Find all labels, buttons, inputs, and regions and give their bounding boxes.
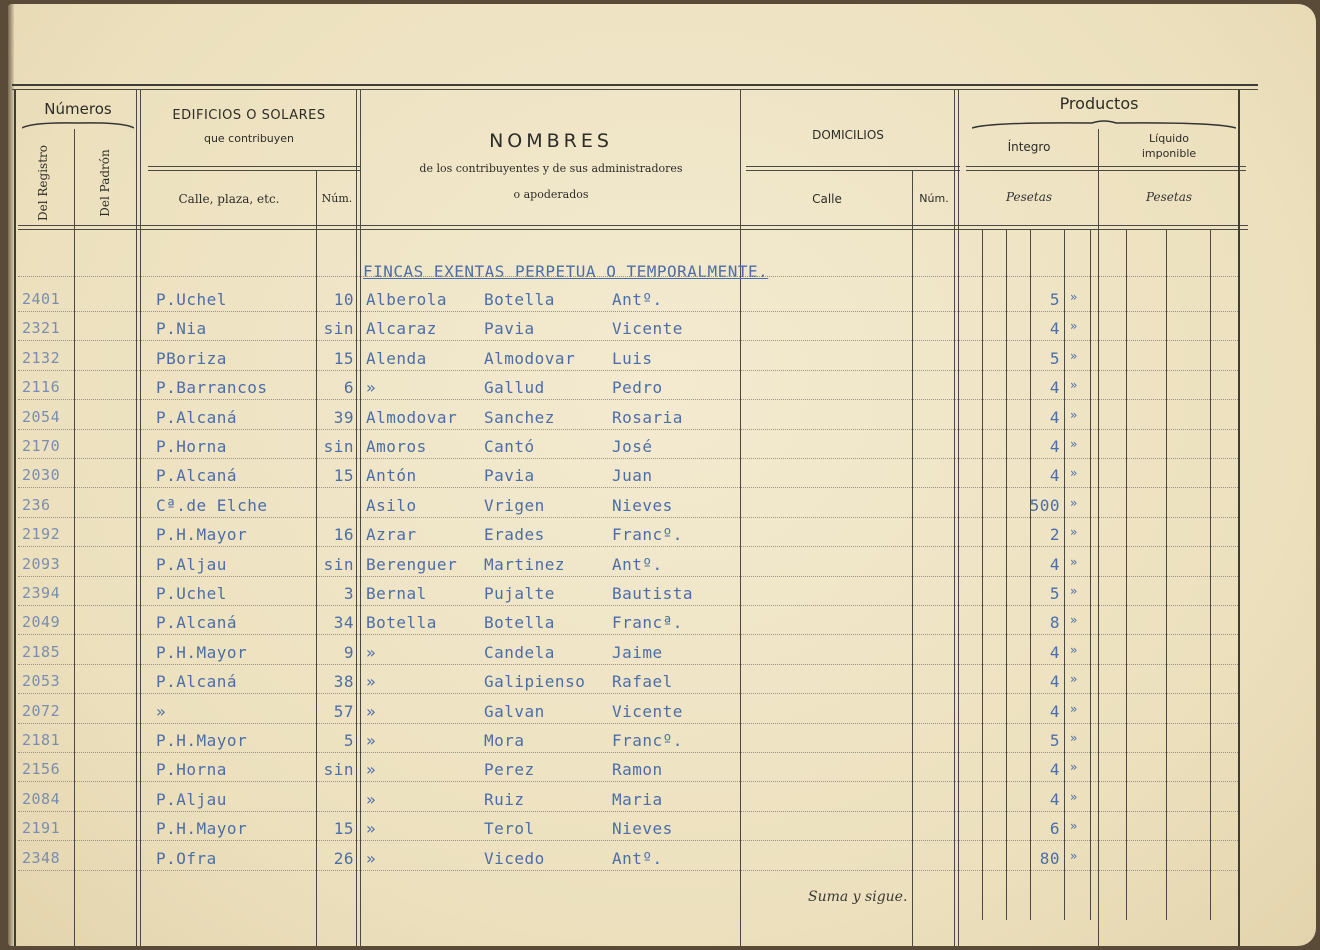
registro-number: 2030 [22, 466, 61, 484]
nombre-cell: Vicente [612, 319, 683, 338]
registro-number: 2084 [22, 790, 61, 808]
integro-ditto: » [1070, 613, 1078, 627]
row-guide [18, 370, 1238, 371]
calle-cell: » [156, 702, 167, 721]
col-rule-integro [1098, 129, 1099, 946]
col-rule-int-b [1006, 230, 1007, 920]
integro-amount: 5 [1049, 349, 1060, 368]
col-rule-calle [316, 170, 317, 946]
nombre-cell: Nieves [612, 496, 673, 515]
calle-cell: PBoriza [156, 349, 227, 368]
liquido-header-2: imponible [1141, 147, 1197, 160]
nombre-cell: Maria [612, 790, 663, 809]
apellido2-cell: Pujalte [484, 584, 555, 603]
dom-calle-header: Calle [812, 192, 842, 206]
calle-cell: P.Ofra [156, 849, 217, 868]
integro-amount: 4 [1049, 555, 1060, 574]
num-cell: 5 [343, 731, 354, 750]
integro-ditto: » [1070, 849, 1078, 863]
registro-number: 2093 [22, 555, 61, 573]
col-rule-int-d [1064, 230, 1065, 920]
pesetas-integro-header: Pesetas [1005, 190, 1053, 204]
row-guide [18, 399, 1238, 400]
apellido2-cell: Pavia [484, 319, 535, 338]
domicilios-sub-rule-2 [746, 170, 960, 171]
nombre-cell: Francª. [612, 613, 683, 632]
calle-cell: P.Nia [156, 319, 207, 338]
integro-ditto: » [1070, 790, 1078, 804]
nombres-subheader-1: de los contribuyentes y de sus administradores [419, 162, 683, 175]
integro-amount: 4 [1049, 408, 1060, 427]
registro-number: 2170 [22, 437, 61, 455]
apellido1-cell: » [366, 760, 377, 779]
num-cell: 34 [333, 613, 354, 632]
integro-header: Íntegro [1007, 140, 1051, 154]
apellido1-cell: » [366, 731, 377, 750]
num-cell: 39 [333, 408, 354, 427]
num-cell: sin [323, 437, 354, 456]
col-rule-int-e [1090, 230, 1091, 920]
col-rule-liq-a [1126, 230, 1127, 920]
integro-ditto: » [1070, 319, 1078, 333]
calle-cell: P.Uchel [156, 290, 227, 309]
num-cell: 26 [333, 849, 354, 868]
apellido2-cell: Candela [484, 643, 555, 662]
integro-ditto: » [1070, 731, 1078, 745]
integro-ditto: » [1070, 555, 1078, 569]
liquido-header-1: Líquido [1149, 132, 1189, 145]
num-cell: 6 [343, 378, 354, 397]
top-rule [12, 84, 1258, 86]
calle-cell: P.H.Mayor [156, 525, 248, 544]
col-rule-num [356, 90, 357, 946]
productos-brace [972, 118, 1236, 130]
nombre-cell: Jaime [612, 643, 663, 662]
apellido2-cell: Vrigen [484, 496, 545, 515]
productos-sub-rule-2 [966, 170, 1246, 171]
apellido1-cell: » [366, 672, 377, 691]
integro-amount: 500 [1029, 496, 1060, 515]
header-bottom-rule [18, 225, 1248, 226]
num-cell: sin [323, 555, 354, 574]
num-cell: sin [323, 319, 354, 338]
row-guide [18, 752, 1238, 753]
apellido1-cell: Botella [366, 613, 437, 632]
calle-cell: P.H.Mayor [156, 643, 248, 662]
calle-plaza-header: Calle, plaza, etc. [178, 192, 280, 206]
col-rule-left [14, 90, 16, 946]
integro-amount: 5 [1049, 584, 1060, 603]
col-rule-dom-num-2 [958, 90, 959, 946]
integro-ditto: » [1070, 466, 1078, 480]
nombres-header: NOMBRES [489, 130, 613, 152]
nombre-cell: Nieves [612, 819, 673, 838]
apellido2-cell: Vicedo [484, 849, 545, 868]
edificios-subheader: que contribuyen [203, 132, 295, 145]
nombre-cell: José [612, 437, 653, 456]
registro-number: 2401 [22, 290, 61, 308]
apellido1-cell: » [366, 643, 377, 662]
apellido2-cell: Terol [484, 819, 535, 838]
nombre-cell: Francº. [612, 731, 683, 750]
calle-cell: P.Aljau [156, 555, 227, 574]
del-padron-header: Del Padrón [98, 149, 112, 217]
num-cell: 15 [333, 819, 354, 838]
domicilios-sub-rule [746, 166, 960, 167]
col-rule-registro [74, 129, 75, 946]
nombre-cell: Francº. [612, 525, 683, 544]
integro-ditto: » [1070, 290, 1078, 304]
apellido1-cell: Amoros [366, 437, 427, 456]
row-guide [18, 576, 1238, 577]
apellido2-cell: Mora [484, 731, 525, 750]
row-guide [18, 487, 1238, 488]
nombre-cell: Rosaria [612, 408, 683, 427]
row-guide [18, 811, 1238, 812]
integro-amount: 4 [1049, 378, 1060, 397]
nombre-cell: Antº. [612, 555, 663, 574]
apellido1-cell: » [366, 790, 377, 809]
integro-amount: 4 [1049, 702, 1060, 721]
row-guide [18, 693, 1238, 694]
apellido1-cell: Almodovar [366, 408, 458, 427]
col-rule-padron [136, 90, 137, 946]
registro-number: 2072 [22, 702, 61, 720]
integro-ditto: » [1070, 584, 1078, 598]
apellido2-cell: Cantó [484, 437, 535, 456]
registro-number: 2192 [22, 525, 61, 543]
row-guide [18, 723, 1238, 724]
apellido1-cell: Alenda [366, 349, 427, 368]
col-rule-padron-2 [140, 90, 141, 946]
num-cell: 38 [333, 672, 354, 691]
num-cell: 16 [333, 525, 354, 544]
calle-cell: P.Horna [156, 760, 227, 779]
apellido2-cell: Botella [484, 613, 555, 632]
integro-ditto: » [1070, 378, 1078, 392]
apellido2-cell: Botella [484, 290, 555, 309]
calle-cell: P.Aljau [156, 790, 227, 809]
row-guide [18, 429, 1238, 430]
row-guide [18, 781, 1238, 782]
num-cell: 10 [333, 290, 354, 309]
calle-cell: P.Alcaná [156, 672, 238, 691]
integro-ditto: » [1070, 760, 1078, 774]
apellido1-cell: » [366, 849, 377, 868]
productos-sub-rule [966, 166, 1246, 167]
pesetas-liquido-header: Pesetas [1145, 190, 1193, 204]
row-guide [18, 340, 1238, 341]
integro-amount: 2 [1049, 525, 1060, 544]
num-header: Núm. [321, 192, 353, 205]
registro-number: 2156 [22, 760, 61, 778]
registro-number: 2054 [22, 408, 61, 426]
apellido1-cell: » [366, 819, 377, 838]
integro-amount: 4 [1049, 437, 1060, 456]
integro-amount: 4 [1049, 790, 1060, 809]
row-guide [18, 664, 1238, 665]
top-rule-inner [12, 89, 1258, 90]
registro-number: 236 [22, 496, 51, 514]
calle-cell: P.Uchel [156, 584, 227, 603]
edificios-sub-rule-2 [148, 170, 360, 171]
apellido2-cell: Martinez [484, 555, 566, 574]
apellido2-cell: Gallud [484, 378, 545, 397]
row-guide [18, 870, 1238, 871]
apellido2-cell: Galvan [484, 702, 545, 721]
numeros-brace [22, 120, 134, 130]
integro-amount: 4 [1049, 466, 1060, 485]
domicilios-header: DOMICILIOS [812, 128, 884, 142]
integro-amount: 5 [1049, 290, 1060, 309]
registro-number: 2116 [22, 378, 61, 396]
calle-cell: P.Horna [156, 437, 227, 456]
apellido1-cell: » [366, 378, 377, 397]
num-cell: sin [323, 760, 354, 779]
integro-ditto: » [1070, 437, 1078, 451]
nombre-cell: Juan [612, 466, 653, 485]
calle-cell: P.H.Mayor [156, 819, 248, 838]
integro-ditto: » [1070, 672, 1078, 686]
calle-cell: P.Alcaná [156, 408, 238, 427]
nombre-cell: Antº. [612, 849, 663, 868]
col-rule-right [1238, 90, 1240, 946]
row-guide-0 [18, 276, 1238, 277]
row-guide [18, 634, 1238, 635]
col-rule-liq-b [1166, 230, 1167, 920]
integro-ditto: » [1070, 702, 1078, 716]
nombre-cell: Antº. [612, 290, 663, 309]
integro-amount: 8 [1049, 613, 1060, 632]
suma-y-sigue: Suma y sigue. [808, 889, 908, 905]
calle-cell: P.Alcaná [156, 613, 238, 632]
calle-cell: P.Alcaná [156, 466, 238, 485]
ledger-page [8, 4, 1316, 946]
registro-number: 2132 [22, 349, 61, 367]
num-cell: 15 [333, 466, 354, 485]
integro-ditto: » [1070, 496, 1078, 510]
registro-number: 2181 [22, 731, 61, 749]
registro-number: 2321 [22, 319, 61, 337]
col-rule-num-2 [360, 90, 361, 946]
edificios-sub-rule [148, 166, 360, 167]
nombres-subheader-2: o apoderados [513, 188, 589, 201]
row-guide [18, 840, 1238, 841]
col-rule-int-a [982, 230, 983, 920]
apellido2-cell: Sanchez [484, 408, 555, 427]
apellido1-cell: Alberola [366, 290, 448, 309]
integro-ditto: » [1070, 349, 1078, 363]
nombre-cell: Pedro [612, 378, 663, 397]
integro-amount: 4 [1049, 760, 1060, 779]
apellido2-cell: Erades [484, 525, 545, 544]
apellido1-cell: Asilo [366, 496, 417, 515]
edificios-header: EDIFICIOS O SOLARES [172, 108, 326, 123]
integro-amount: 5 [1049, 731, 1060, 750]
integro-amount: 80 [1039, 849, 1060, 868]
section-title: FINCAS EXENTAS PERPETUA O TEMPORALMENTE. [363, 262, 769, 281]
registro-number: 2348 [22, 849, 61, 867]
col-rule-dom-calle [912, 170, 913, 946]
nombre-cell: Bautista [612, 584, 694, 603]
integro-amount: 4 [1049, 319, 1060, 338]
registro-number: 2185 [22, 643, 61, 661]
num-cell: 9 [343, 643, 354, 662]
registro-number: 2394 [22, 584, 61, 602]
apellido2-cell: Almodovar [484, 349, 576, 368]
registro-number: 2049 [22, 613, 61, 631]
row-guide [18, 458, 1238, 459]
apellido1-cell: Antón [366, 466, 417, 485]
registro-number: 2191 [22, 819, 61, 837]
row-guide [18, 311, 1238, 312]
apellido1-cell: Berenguer [366, 555, 458, 574]
nombre-cell: Vicente [612, 702, 683, 721]
num-cell: 3 [343, 584, 354, 603]
nombre-cell: Rafael [612, 672, 673, 691]
row-guide [18, 517, 1238, 518]
integro-amount: 4 [1049, 672, 1060, 691]
apellido1-cell: Alcaraz [366, 319, 437, 338]
productos-header: Productos [1059, 94, 1139, 113]
num-cell: 57 [333, 702, 354, 721]
integro-ditto: » [1070, 408, 1078, 422]
apellido1-cell: Bernal [366, 584, 427, 603]
row-guide [18, 546, 1238, 547]
nombre-cell: Luis [612, 349, 653, 368]
apellido2-cell: Perez [484, 760, 535, 779]
calle-cell: Cª.de Elche [156, 496, 268, 515]
nombre-cell: Ramon [612, 760, 663, 779]
apellido2-cell: Galipienso [484, 672, 586, 691]
integro-ditto: » [1070, 525, 1078, 539]
integro-ditto: » [1070, 643, 1078, 657]
apellido2-cell: Ruiz [484, 790, 525, 809]
col-rule-dom-num [954, 90, 955, 946]
dom-num-header: Núm. [919, 192, 949, 205]
integro-amount: 6 [1049, 819, 1060, 838]
calle-cell: P.Barrancos [156, 378, 268, 397]
apellido1-cell: Azrar [366, 525, 417, 544]
apellido1-cell: » [366, 702, 377, 721]
col-rule-nombres [740, 90, 741, 946]
numeros-header: Números [44, 100, 112, 118]
integro-amount: 4 [1049, 643, 1060, 662]
registro-number: 2053 [22, 672, 61, 690]
integro-ditto: » [1070, 819, 1078, 833]
row-guide [18, 605, 1238, 606]
num-cell: 15 [333, 349, 354, 368]
calle-cell: P.H.Mayor [156, 731, 248, 750]
apellido2-cell: Pavia [484, 466, 535, 485]
col-rule-liq-c [1210, 230, 1211, 920]
del-registro-header: Del Registro [36, 145, 50, 221]
